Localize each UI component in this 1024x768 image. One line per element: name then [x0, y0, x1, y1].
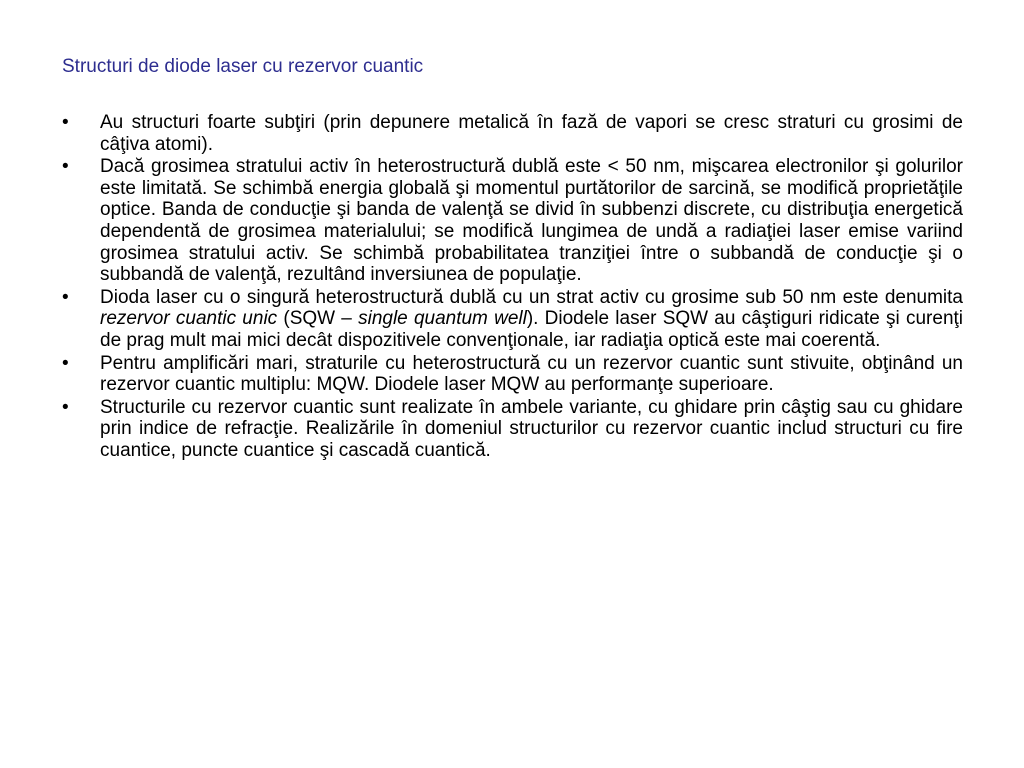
bullet-text: Dacă grosimea stratului activ în heterostructură dublă este < 50 nm, mişcarea electronilor şi golurilor este limitată. Se schimbă energia globală şi momentul purtătorilor de sarcină, se modifică proprietăţile optice. Banda de conducţie şi banda de valenţă se divid în subbenzi discrete, cu distribuţia energetică dependentă de grosimea materialului; se modifică lungimea de undă a radiaţiei laser emise variind grosimea stratului activ. Se schimbă probabilitatea tranziţiei între o subbandă de conducţie şi o subbandă de valenţă, rezultând inversiunea de populaţie. [100, 156, 963, 286]
bullet-item [62, 156, 963, 286]
slide-title: Structuri de diode laser cu rezervor cuantic [62, 56, 424, 77]
bullet-text-rich [100, 287, 963, 352]
bullet-text: Structurile cu rezervor cuantic sunt realizate în ambele variante, cu ghidare prin câştig sau cu ghidare prin indice de refracţie. Realizările în domeniul structurilor cu rezervor cuantic includ structuri cu fire cuantice, puncte cuantice şi cascadă cuantică. [100, 396, 963, 461]
bullet-text: Pentru amplificări mari, straturile cu heterostructură cu un rezervor cuantic sunt stivuite, obţinând un rezervor cuantic multiplu: MQW. Diodele laser MQW au performanţe superioare. [100, 352, 963, 396]
bullet-list [62, 112, 963, 463]
bullet-text-part: ). Diodele laser SQW au câştiguri ridicate şi curenţi de prag mult mai mici decât dispozitivele convenţionale, iar radiaţia optică este mai coerentă. [100, 308, 964, 351]
bullet-icon: • [62, 352, 69, 374]
bullet-icon: • [62, 112, 69, 133]
italic-term: rezervor cuantic unic [100, 308, 278, 330]
bullet-text-part: Dioda laser cu o singură heterostructură dublă cu un strat activ cu grosime sub 50 nm este denumita [100, 286, 963, 308]
bullet-item [62, 287, 963, 352]
bullet-icon: • [62, 396, 69, 418]
bullet-text-part: (SQW – [277, 308, 359, 330]
bullet-item [62, 112, 963, 155]
bullet-item [62, 353, 963, 396]
bullet-icon: • [62, 286, 69, 308]
italic-term: single quantum well [358, 308, 527, 330]
bullet-text: Au structuri foarte subţiri (prin depunere metalică în fază de vapori se cresc straturi cu grosimi de câţiva atomi). [100, 112, 963, 155]
bullet-item [62, 397, 963, 462]
bullet-icon: • [62, 156, 69, 178]
